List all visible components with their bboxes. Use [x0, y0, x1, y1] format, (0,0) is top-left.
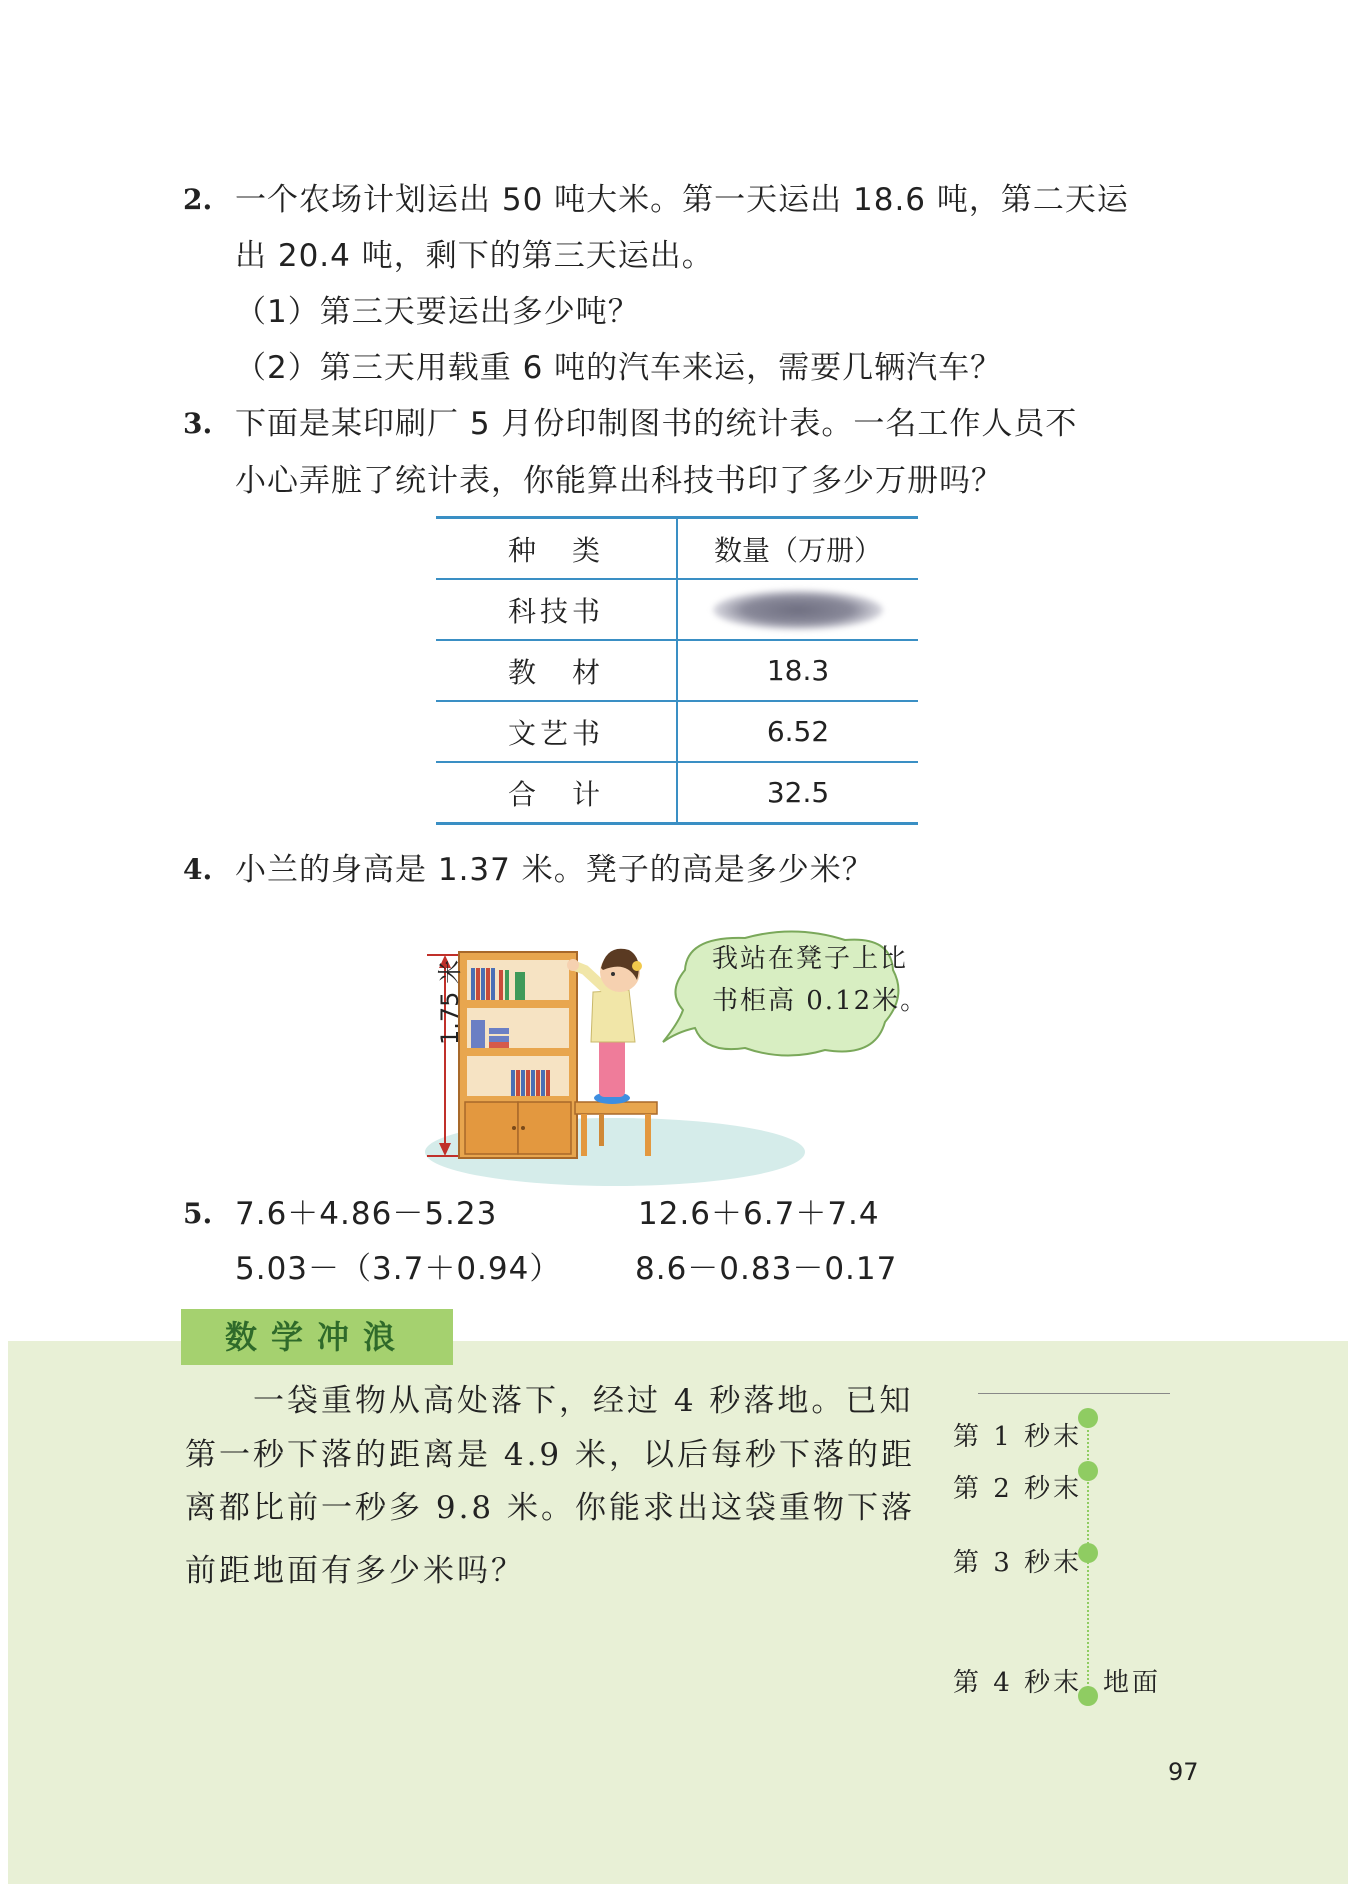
- bookcase: [459, 952, 577, 1158]
- table-cell-category: 合 计: [436, 762, 677, 824]
- girl: [567, 949, 642, 1104]
- speech-bubble-line-2: 书柜高 0.12米。: [712, 986, 929, 1016]
- table-cell-value: 6.52: [677, 701, 918, 762]
- table-header-category: 种 类: [436, 518, 677, 580]
- table-header-row: [436, 518, 918, 580]
- problem-2-sub-1: （1）第三天要运出多少吨？: [235, 294, 640, 330]
- problem-2-line-2: 出 20.4 吨，剩下的第三天运出。: [235, 238, 714, 274]
- problem-3-line-2: 小心弄脏了统计表，你能算出科技书印了多少万册吗？: [235, 463, 1003, 499]
- page-number: 97: [1168, 1758, 1199, 1786]
- problem-2-number: 2.: [183, 183, 213, 216]
- timeline-label-2: 第 2 秒末: [953, 1474, 1083, 1504]
- math-wave-section: [8, 1341, 1348, 1884]
- ink-smudge: [713, 590, 883, 630]
- wave-text-line-2: 第一秒下落的距离是 4.9 米，以后每秒下落的距: [185, 1437, 916, 1473]
- speech-bubble-line-1: 我站在凳子上比: [712, 944, 909, 974]
- table-row: [436, 579, 918, 640]
- expression-4: 8.6－0.83－0.17: [635, 1251, 898, 1287]
- table-cell-category: 教 材: [436, 640, 677, 701]
- problem-4-line-1: 小兰的身高是 1.37 米。凳子的高是多少米？: [235, 852, 874, 888]
- problem-2-line-1: 一个农场计划运出 50 吨大米。第一天运出 18.6 吨，第二天运: [235, 182, 1129, 218]
- table-cell-category: 科技书: [436, 579, 677, 640]
- problem-4-number: 4.: [183, 853, 213, 886]
- problem-3-line-1: 下面是某印刷厂 5 月份印制图书的统计表。一名工作人员不: [235, 406, 1078, 442]
- ground-label: 地面: [1103, 1668, 1162, 1698]
- table-cell-smudged: [677, 579, 918, 640]
- table-header-quantity: 数量（万册）: [677, 518, 918, 580]
- table-row: [436, 762, 918, 824]
- timeline-label-3: 第 3 秒末: [953, 1548, 1083, 1578]
- timeline-label-1: 第 1 秒末: [953, 1422, 1083, 1452]
- table-cell-value: 32.5: [677, 762, 918, 824]
- statistics-table: [436, 516, 918, 825]
- problem-2-sub-2: （2）第三天用载重 6 吨的汽车来运，需要几辆汽车？: [235, 350, 1003, 386]
- table-cell-value: 18.3: [677, 640, 918, 701]
- table-row: [436, 640, 918, 701]
- height-label: 1.75 米: [436, 959, 464, 1045]
- table-cell-category: 文艺书: [436, 701, 677, 762]
- wave-text-line-4: 前距地面有多少米吗？: [185, 1553, 525, 1589]
- expression-3: 5.03－（3.7＋0.94）: [235, 1251, 562, 1287]
- problem-3-number: 3.: [183, 407, 213, 440]
- expression-2: 12.6＋6.7＋7.4: [638, 1196, 880, 1232]
- timeline-label-4: 第 4 秒末: [953, 1668, 1083, 1698]
- wave-text-line-1: 一袋重物从高处落下，经过 4 秒落地。已知: [253, 1383, 914, 1419]
- math-wave-title: 数学冲浪: [181, 1309, 453, 1365]
- wave-text-line-3: 离都比前一秒多 9.8 米。你能求出这袋重物下落: [185, 1490, 916, 1526]
- drop-start-line: [978, 1393, 1170, 1394]
- expression-1: 7.6＋4.86－5.23: [235, 1196, 498, 1232]
- problem-5-number: 5.: [183, 1197, 213, 1230]
- table-row: [436, 701, 918, 762]
